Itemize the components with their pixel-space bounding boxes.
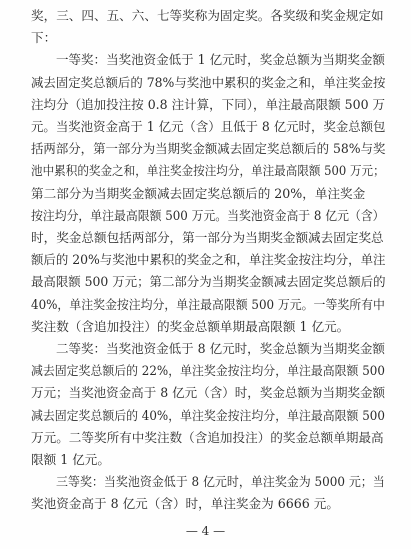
- text-line: [0, 293, 411, 317]
- text-line: [0, 93, 411, 117]
- line-text: 奖注数（含追加投注）的奖金总额单期最高限额 1 亿元。: [31, 318, 350, 334]
- line-text: 40%，单注奖金按注均分，单注最高限额 500 万元。一等奖所有中: [31, 296, 385, 312]
- line-text: 三等奖：当奖池资金低于 8 亿元时，单注奖金为 5000 元；当: [56, 474, 385, 490]
- line-text: 额后的 20%与奖池中累积的奖金之和，单注奖金按注均分，单注: [31, 252, 386, 268]
- text-line: [0, 159, 411, 183]
- text-line: [0, 492, 411, 516]
- line-text: 按注均分，单注最高限额 500 万元。当奖池资金高于 8 亿元（含）: [31, 207, 385, 223]
- text-line: [0, 470, 411, 494]
- text-line: [0, 204, 411, 228]
- line-text: 奖池资金高于 8 亿元（含）时，单注奖金为 6666 元。: [31, 496, 339, 512]
- line-text: 注均分（追加投注按 0.8 注计算，下同），单注最高限额 500 万: [31, 96, 386, 112]
- line-text: 万元。二等奖所有中奖注数（含追加投注）的奖金总额单期最高: [31, 429, 384, 445]
- line-text: 限额 1 亿元。: [31, 452, 110, 467]
- line-text: 二等奖：当奖池资金低于 8 亿元时，奖金总额为当期奖金额: [56, 341, 385, 356]
- text-line: [0, 48, 411, 72]
- text-line: [0, 315, 411, 339]
- text-line: [0, 359, 411, 383]
- line-text: 括两部分，第一部分为当期奖金额减去固定奖总额后的 58%与奖: [31, 141, 386, 157]
- line-text: 元。当奖池资金高于 1 亿元（含）且低于 8 亿元时，奖金总额包: [31, 119, 386, 134]
- text-line: [0, 448, 411, 472]
- text-line: [0, 270, 411, 294]
- line-text: 下：: [31, 30, 57, 46]
- line-text: 第二部分为当期奖金额减去固定奖总额后的 20%，单注奖金: [31, 185, 366, 201]
- line-text: 减去固定奖总额后的 22%，单注奖金按注均分，单注最高限额 500: [31, 363, 385, 379]
- line-text: 万元；当奖池资金高于 8 亿元（含）时，奖金总额为当期奖金额: [31, 385, 386, 401]
- text-line: [0, 115, 411, 139]
- text-line: [0, 137, 411, 161]
- text-line: [0, 26, 411, 50]
- line-text: 时，奖金总额包括两部分，第一部分为当期奖金额减去固定奖总: [31, 230, 384, 245]
- line-text: 池中累积的奖金之和，单注奖金按注均分，单注最高限额 500 万元；: [31, 163, 385, 179]
- line-text: 减去固定奖总额后的 40%，单注奖金按注均分，单注最高限额 500: [31, 407, 385, 423]
- text-line: [0, 182, 411, 206]
- line-text: 奖，三、四、五、六、七等奖称为固定奖。各奖级和奖金规定如: [31, 8, 384, 23]
- line-text: 一等奖：当奖池资金低于 1 亿元时，奖金总额为当期奖金额: [56, 52, 385, 68]
- text-line: [0, 226, 411, 250]
- text-line: [0, 404, 411, 428]
- text-line: [0, 4, 411, 28]
- text-line: [0, 426, 411, 450]
- page-number: — 4 —: [185, 524, 226, 538]
- line-text: 减去固定奖总额后的 78%与奖池中累积的奖金之和，单注奖金按: [31, 74, 386, 90]
- text-line: [0, 337, 411, 361]
- text-line: [0, 381, 411, 405]
- text-line: [0, 71, 411, 95]
- text-line: [0, 248, 411, 272]
- line-text: 最高限额 500 万元；第二部分为当期奖金额减去固定奖总额后的: [31, 274, 386, 290]
